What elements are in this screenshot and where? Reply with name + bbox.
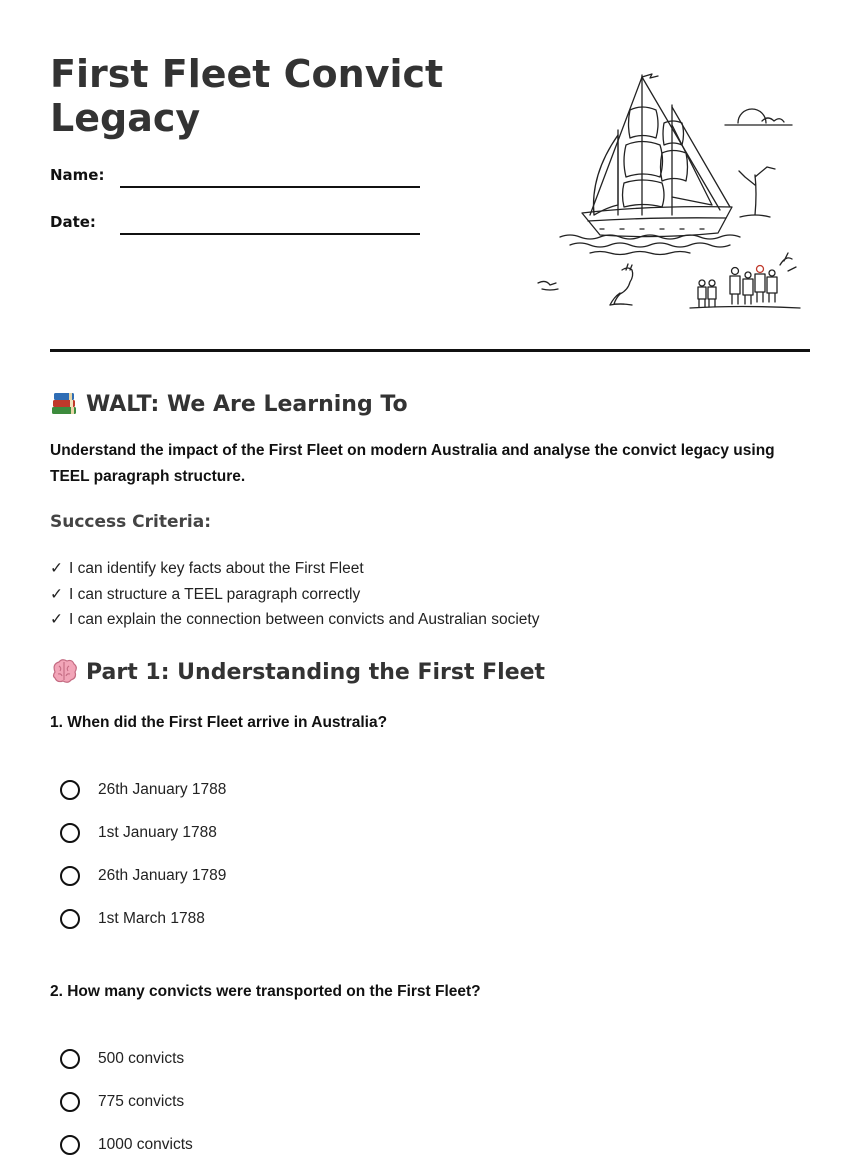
list-item: ✓ I can identify key facts about the First Fleet xyxy=(50,560,364,577)
check-icon: ✓ xyxy=(50,611,63,628)
name-label: Name: xyxy=(50,166,105,184)
first-fleet-ship-sketch-icon xyxy=(530,65,810,315)
brain-emoji-icon xyxy=(50,658,78,684)
radio-button[interactable] xyxy=(60,909,80,929)
walt-heading-text: WALT: We Are Learning To xyxy=(86,392,408,417)
header-divider xyxy=(50,349,810,352)
success-criteria-list xyxy=(50,556,539,633)
name-field-row xyxy=(50,166,430,190)
check-icon: ✓ xyxy=(50,560,63,577)
part1-heading-text: Part 1: Understanding the First Fleet xyxy=(86,660,546,685)
walt-heading xyxy=(50,390,408,419)
radio-button[interactable] xyxy=(60,1049,80,1069)
question-2: 2. How many convicts were transported on the First Fleet? xyxy=(50,983,481,1000)
list-item: ✓ I can explain the connection between convicts and Australian society xyxy=(50,611,540,628)
worksheet-page: First Fleet Convict Legacy Name: Date: WALT: We Are Learning To Understand the impact of the First Fleet on modern Australia and analyse the convict legacy using TEEL paragraph structure. Success Criteria: ✓ I can identify key facts about the First Fleet ✓ I can structure a TEEL paragraph correctly ✓ I can explain the connection between convicts and Australian society Part 1: Understanding the First Fleet 1. When did the First Fleet arrive in Australia? 26th January 1788 1st January 1788 26th January 1789 1st March 1788 2. How many convicts were transported on the First Fleet? 500 convicts 775 convicts 1000 convicts xyxy=(0,0,860,1161)
books-emoji-icon xyxy=(50,390,78,416)
date-line[interactable] xyxy=(120,233,420,235)
question-1: 1. When did the First Fleet arrive in Australia? xyxy=(50,714,388,731)
radio-button[interactable] xyxy=(60,1135,80,1155)
radio-button[interactable] xyxy=(60,1092,80,1112)
success-criteria-heading: Success Criteria: xyxy=(50,512,212,532)
check-icon: ✓ xyxy=(50,585,63,603)
part1-heading xyxy=(50,658,545,687)
radio-button[interactable] xyxy=(60,780,80,800)
name-line[interactable] xyxy=(120,186,420,188)
radio-button[interactable] xyxy=(60,823,80,843)
radio-button[interactable] xyxy=(60,866,80,886)
list-item: ✓ I can structure a TEEL paragraph correctly xyxy=(50,585,361,603)
walt-text: Understand the impact of the First Fleet on modern Australia and analyse the convict legacy using TEEL paragraph structure. xyxy=(50,442,775,485)
date-label: Date: xyxy=(50,213,96,231)
date-field-row xyxy=(50,213,430,237)
worksheet-title: First Fleet Convict Legacy xyxy=(50,52,444,140)
